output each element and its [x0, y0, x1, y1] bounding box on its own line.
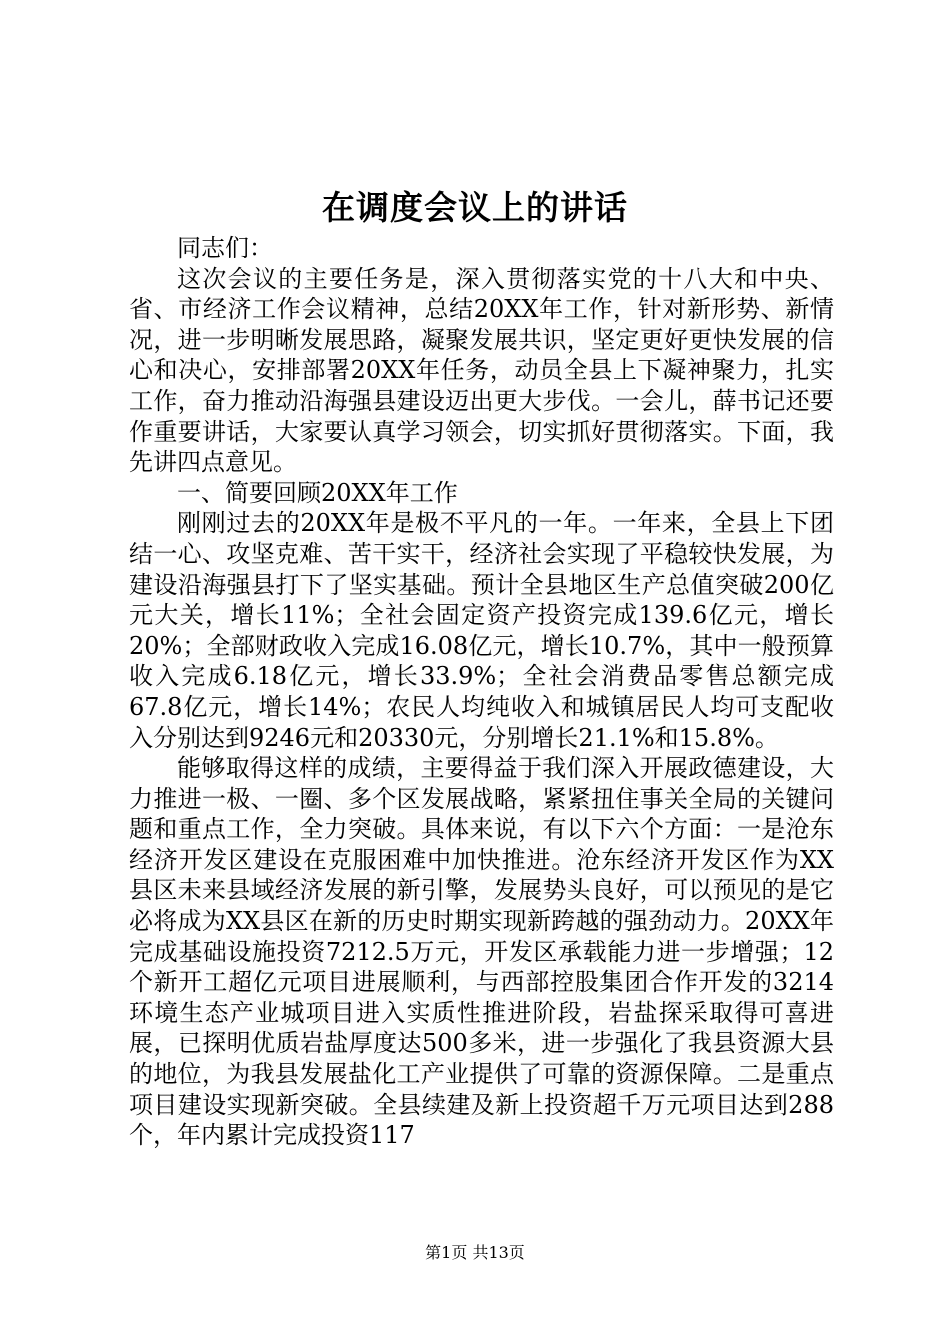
intro-paragraph: 这次会议的主要任务是，深入贯彻落实党的十八大和中央、省、市经济工作会议精神，总结20XX年工作，针对新形势、新情况，进一步明晰发展思路，凝聚发展共识，坚定更好更快发展的信心和决心，安排部署20XX年任务，动员全县上下凝神聚力，扎实工作，奋力推动沿海强县建设迈出更大步伐。一会儿，薛书记还要作重要讲话，大家要认真学习领会，切实抓好贯彻落实。下面，我先讲四点意见。	[129, 264, 834, 477]
page-footer: 第1页 共13页	[425, 1243, 525, 1262]
achievements-paragraph: 能够取得这样的成绩，主要得益于我们深入开展政德建设，大力推进一极、一圈、多个区发展战略，紧紧扭住事关全局的关键问题和重点工作，全力突破。具体来说，有以下六个方面：一是沧东经济开发区建设在克服困难中加快推进。沧东经济开发区作为XX县区未来县域经济发展的新引擎，发展势头良好，可以预见的是它必将成为XX县区在新的历史时期实现新跨越的强劲动力。20XX年完成基础设施投资7212.5万元，开发区承载能力进一步增强；12个新开工超亿元项目进展顺利，与西部控股集团合作开发的3214环境生态产业城项目进入实质性推进阶段，岩盐探采取得可喜进展，已探明优质岩盐厚度达500多米，进一步强化了我县资源大县的地位，为我县发展盐化工产业提供了可靠的资源保障。二是重点项目建设实现新突破。全县续建及新上投资超千万元项目达到288个，年内累计完成投资117	[129, 754, 834, 1150]
section-heading: 一、简要回顾20XX年工作	[177, 478, 458, 507]
document-body	[129, 233, 834, 1151]
salutation-paragraph: 同志们：	[177, 234, 273, 262]
document-title: 在调度会议上的讲话	[322, 188, 628, 227]
review-paragraph: 刚刚过去的20XX年是极不平凡的一年。一年来，全县上下团结一心、攻坚克难、苦干实干，经济社会实现了平稳较快发展，为建设沿海强县打下了坚实基础。预计全县地区生产总值突破200亿元大关，增长11%；全社会固定资产投资完成139.6亿元，增长20%；全部财政收入完成16.08亿元，增长10.7%，其中一般预算收入完成6.18亿元，增长33.9%；全社会消费品零售总额完成67.8亿元，增长14%；农民人均纯收入和城镇居民人均可支配收入分别达到9246元和20330元，分别增长21.1%和15.8%。	[129, 509, 834, 752]
